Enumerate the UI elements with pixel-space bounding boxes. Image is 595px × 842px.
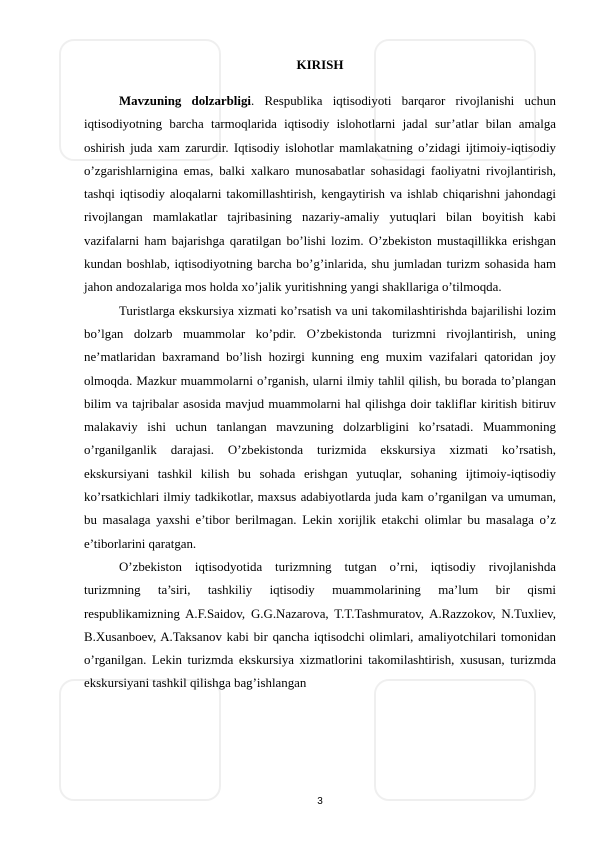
paragraph-lead-heading: Mavzuning dolzarbligi	[119, 94, 251, 108]
paragraph-researchers	[84, 556, 556, 696]
paragraph-text: O’zbekiston iqtisodyotida turizmning tutgan o’rni, iqtisodiy rivojlanishda turizmning ta’siri, tashkiliy iqtisodiy muammolarining ma’lum bir qismi respublikamizning A.F.Saidov, G.G.Nazarova, T.T.Tashmuratov, A.Razzokov, N.Tuxliev, B.Xusanboev, A.Taksanov kabi bir qancha iqtisodchi olimlari, amaliyotchilari tomonidan o’rganilgan. Lekin turizmda ekskursiya xizmatlorini takomilashtirish, xususan, turizmda ekskursiyani tashkil qilishga bag’ishlangan	[84, 559, 556, 691]
section-title: KIRISH	[296, 57, 344, 72]
paragraph-text: Turistlarga ekskursiya xizmati ko’rsatish va uni takomilashtirishda bajarilishi lozim bo’lgan dolzarb muammolar ko’pdir. O’zbekistonda turizmni rivojlantirish, uning ne’matlaridan baxramand bo’lish hozirgi kunning eng muxim vazifalari qatoridan joy olmoqda. Mazkur muammolarni o’rganish, ularni ilmiy tahlil qilish, bu borada to’plangan bilim va tajribalar asosida mavjud muammolarni hal qilishga doir takliflar kiritish bitiruv malakaviy ishi uchun tanlangan mavzuning dolzarbligini ko’rsatadi. Muammoning o’rganilganlik darajasi. O’zbekistonda turizmida ekskursiya xizmati ko’rsatish, ekskursiyani tashkil kilish bu sohada erishgan yutuqlar, sohaning ijtimoiy-iqtisodiy ko’rsatkichlari ilmiy tadkikotlar, maxsus adabiyotlarda juda kam o’rganilgan va umuman, bu masalaga yaxshi e’tibor berilmagan. Lekin xorijlik etakchi olimlar bu masalaga o’z e’tiborlarini qaratgan.	[84, 303, 556, 551]
page-number: 3	[317, 796, 323, 807]
paragraph-relevance	[84, 90, 556, 300]
document-page	[84, 52, 556, 696]
paragraph-excursion-services	[84, 300, 556, 556]
paragraph-text: . Respublika iqtisodiyoti barqaror rivojlanishi uchun iqtisodiyotning barcha tarmoqlarida iqtisodiy islohotlarni jadal sur’atlar bilan amalga oshirish juda xam zarurdir. Iqtisodiy islohotlar mamlakatning o’zidagi ijtimoiy-iqtisodiy o’zgarishlarnigina emas, balki xalkaro munosabatlar sohasidagi faoliyatni rivojlantirish, tashqi iqtisodiy aloqalarni takomillashtirish, kengaytirish va ishlab chiqarishni jahondagi rivojlangan mamlakatlar tajribasining nazariy-amaliy yutuqlari bilan boyitish kabi vazifalarni ham bajarishga qaratilgan bo’lishi lozim. O’zbekiston mustaqillikka erishgan kundan boshlab, iqtisodiyotning barcha bo’g’inlarida, shu jumladan turizm sohasida ham jahon andozalariga mos holda xo’jalik yuritishning yangi shakllariga o’tilmoqda.	[84, 94, 557, 295]
